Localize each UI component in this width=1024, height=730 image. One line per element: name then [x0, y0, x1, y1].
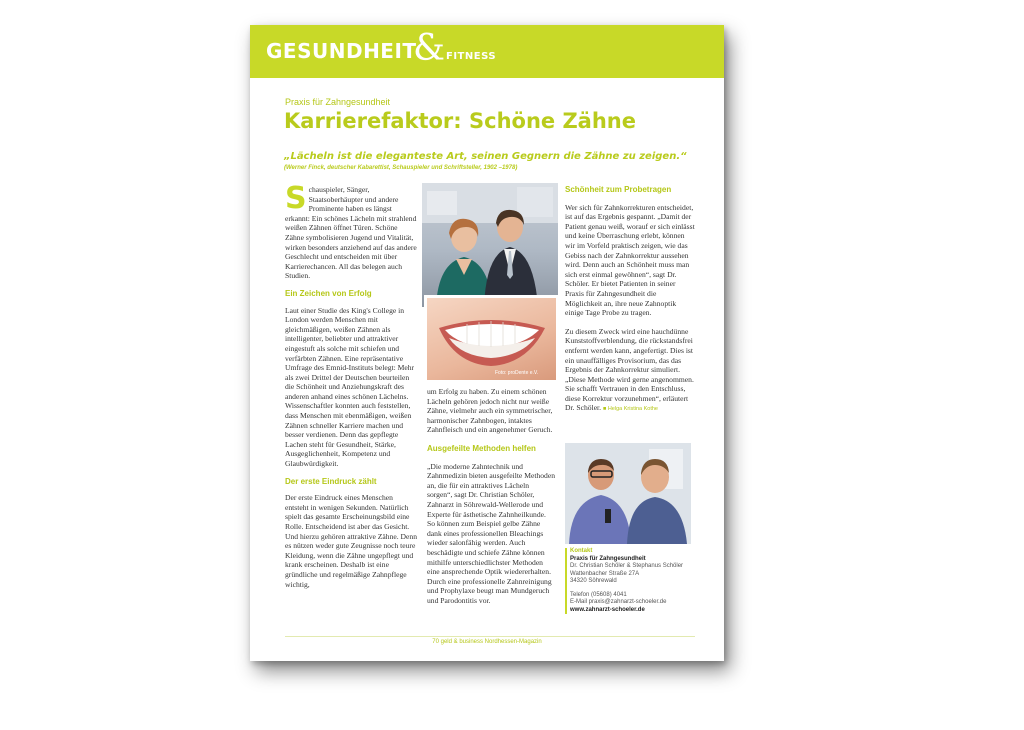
- subhead-methoden: Ausgefeilte Methoden helfen: [427, 443, 536, 453]
- contact-label: Kontakt: [570, 548, 593, 554]
- contact-people: Dr. Christian Schöler & Stephanus Schöler: [570, 563, 684, 569]
- intro-paragraph: Schauspieler, Sänger, Staatsoberhäupter und andere Prominente haben es längst erkannt: Ein schönes Lächeln mit strahlend weißen Zähnen öffnet Türen. Schöne Zähne symbolisieren Jugend und Vitalität, wirken besonders anziehend auf das andere Geschlecht und entscheiden mit über Karrierechancen. All das belegen auch Studien.: [285, 181, 417, 281]
- contact-street: Wattenbacher Straße 27A: [570, 570, 640, 577]
- paragraph-methoden: „Die moderne Zahntechnik und Zahnmedizin bieten ausgefeilte Methoden an, die für ein attraktives Lächeln sorgen“, sagt Dr. Christian Schöler, Zahnarzt in Söhrewald-Wellerode und Experte für ästhetische Zahnheilkunde. So können zum Beispiel gelbe Zähne dank eines professionellen Bleachings wieder salonfähig werden. Auch beschädigte und schiefe Zähne können mithilfe unterschiedlichster Methoden eine ansprechende Optik wiedererhalten. Durch eine professionelle Zahnreinigung und Prophylaxe beugt man Mundgeruch und Parodontitis vor.: [427, 461, 555, 605]
- paragraph-eindruck: Der erste Eindruck eines Menschen entsteht in wenigen Sekunden. Natürlich spielt das gesamte Erscheinungsbild eine Rolle. Entscheidend ist aber das Gesicht. Und hierzu gehören attraktive Zähne. Denn es nützen weder gute Zeugnisse noch teure Kleidung, wenn die Zähne ungepflegt und krank erscheinen. Deshalb ist eine gründliche und regelmäßige Zahnpflege wichtig,: [285, 493, 417, 589]
- article-kicker: Praxis für Zahngesundheit: [285, 97, 391, 107]
- presenters-illustration: [422, 183, 558, 307]
- photo-presenters: [422, 183, 558, 307]
- quote-attribution: (Werner Finck, deutscher Kabarettist, Schauspieler und Schriftsteller, 1902 –1978): [284, 165, 518, 171]
- footer-divider: [285, 636, 695, 637]
- article-quote: „Lächeln ist die eleganteste Art, seinen Gegnern die Zähne zu zeigen.“: [284, 151, 687, 162]
- subhead-zeichen: Ein Zeichen von Erfolg: [285, 288, 372, 298]
- text-column-1: [285, 181, 417, 589]
- photo-smile: [424, 295, 559, 383]
- author-credit: ■ Helga Kristina Kothe: [602, 406, 658, 413]
- banner-ampersand: &: [413, 28, 446, 69]
- contact-email[interactable]: E-Mail praxis@zahnarzt-schoeler.de: [570, 599, 667, 605]
- paragraph-laecheln: um Erfolg zu haben. Zu einem schönen Lächeln gehören jedoch nicht nur weiße Zähne, vielmehr auch ein symmetrischer, harmonischer Zahnbogen, intaktes Zahnfleisch und ein angenehmer Geruch.: [427, 387, 553, 435]
- paragraph-studie: Laut einer Studie des King's College in London werden Menschen mit gleichmäßigen, weißen Zähnen als intelligenter, beliebter und attraktiver eingestuft als solche mit schiefen und verfärbten Zähnen. Eine repräsentative Umfrage des Emnid-Instituts belegt: Mehr als zwei Drittel der Deutschen beurteilen die Schönheit und Anziehungskraft des anderen anhand eines schönen Lächelns. Wissenschaftler konnten auch feststellen, dass Menschen mit ebenmäßigen, weißen Zähnen schneller Karriere machen und besser verdienen. Denn das gepflegte Lachen steht für Gesundheit, Stärke, Ausgeglichenheit, Kompetenz und Glaubwürdigkeit.: [285, 305, 415, 469]
- banner-subsection: FITNESS: [446, 51, 497, 62]
- doctors-illustration: [565, 443, 691, 544]
- contact-phone: Telefon (05608) 4041: [570, 591, 627, 598]
- page-footer: 70 geld & business Nordhessen-Magazin: [432, 639, 542, 645]
- contact-box: [565, 548, 705, 614]
- magazine-page: [250, 25, 724, 661]
- subhead-eindruck: Der erste Eindruck zählt: [285, 476, 377, 486]
- drop-cap: S: [285, 181, 307, 216]
- article-title: Karrierefaktor: Schöne Zähne: [284, 109, 636, 133]
- banner-section-title: GESUNDHEIT: [266, 39, 417, 63]
- subhead-probetragen: Schönheit zum Probetragen: [565, 185, 672, 194]
- paragraph-verblendung: Zu diesem Zweck wird eine hauchdünne Kunststoffverblendung, die rückstandsfrei entfernt werden kann, angefertigt. Dies ist ein unauffälliges Provisorium, das das Ergebnis der Zahnkorrektur simuliert. „Diese Methode wird gerne angenommen. Sie schafft Vertrauen in den Entschluss, diese Korrektur vorzunehmen“, erläutert Dr. Schöler. ■ Helga Kristina Kothe: [565, 326, 694, 413]
- section-banner: [250, 25, 724, 78]
- text-column-2: [427, 387, 555, 605]
- text-column-3: [565, 185, 695, 415]
- contact-practice-name: Praxis für Zahngesundheit: [570, 555, 646, 562]
- contact-website[interactable]: www.zahnarzt-schoeler.de: [570, 606, 645, 613]
- photo-credit: Foto: proDente e.V.: [495, 370, 539, 376]
- photo-doctors: [565, 443, 691, 544]
- contact-city: 34320 Söhrewald: [570, 578, 617, 584]
- smile-illustration: [427, 298, 556, 380]
- paragraph-probetragen: Wer sich für Zahnkorrekturen entscheidet, ist auf das Ergebnis gespannt. „Damit der Patient genau weiß, worauf er sich einlässt und keine Überraschung erlebt, können wir im Vorfeld praktisch zeigen, wie das Gebiss nach der Zahnkorrektur aussehen wird. Denn auch an Schönheit muss man sich erst einmal gewöhnen“, sagt Dr. Schöler. Er bietet Patienten in seiner Praxis für Zahngesundheit die Möglichkeit an, ihre neue Zahnoptik einige Tage Probe zu tragen.: [565, 202, 695, 318]
